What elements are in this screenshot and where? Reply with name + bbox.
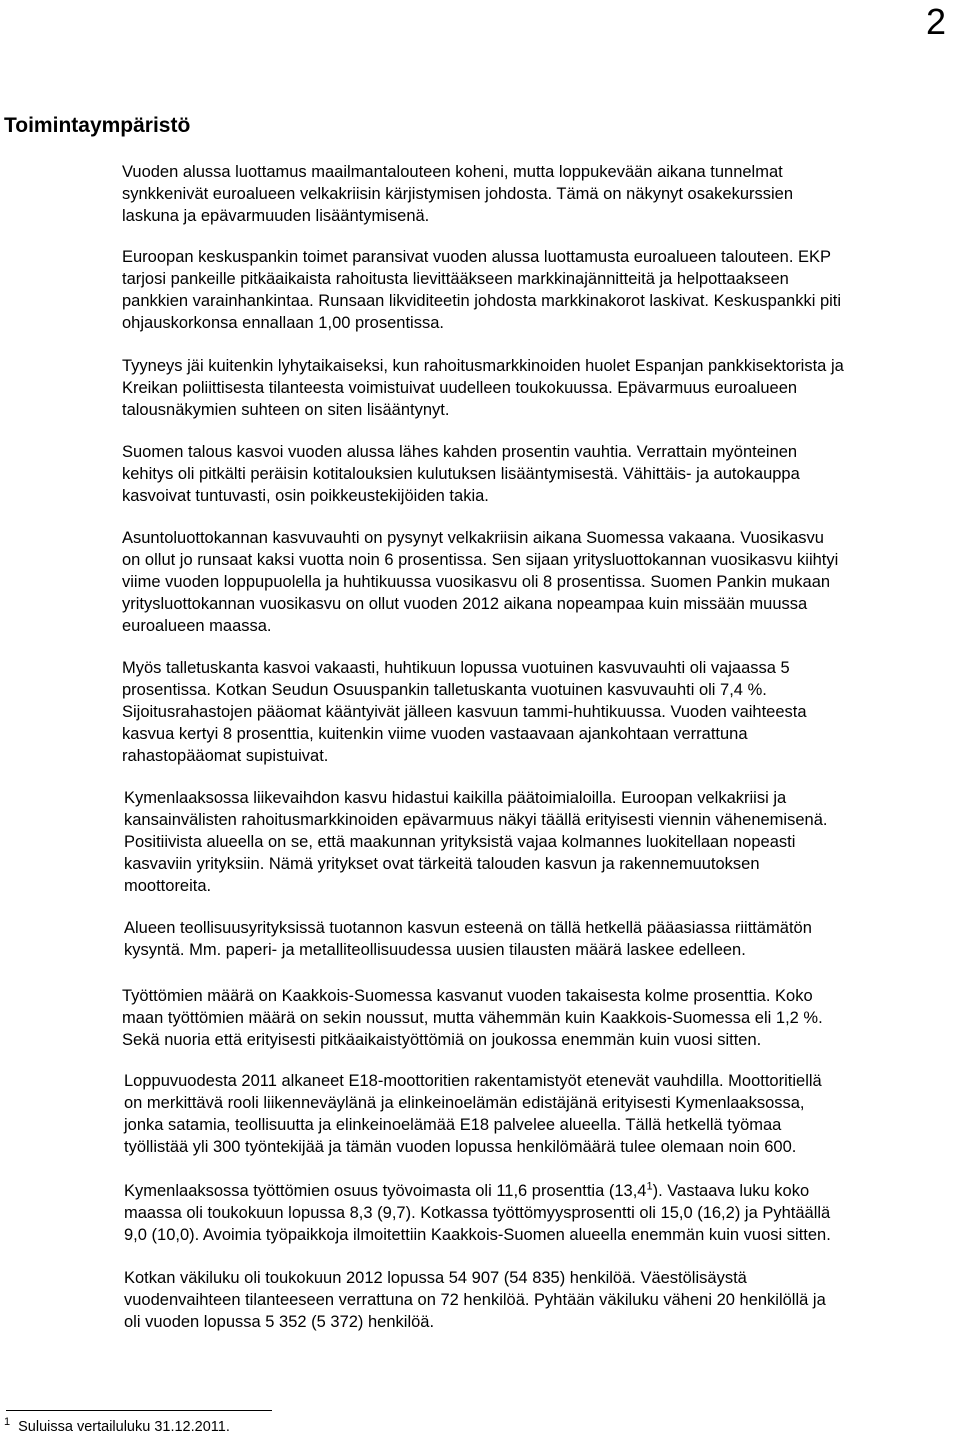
text-line: euroalueen maassa. <box>122 617 272 635</box>
text-line: on merkittävä rooli liikenneväylänä ja elinkeinoelämän edistäjänä erityisesti Kymenlaaksossa, <box>124 1094 805 1112</box>
text-line: rahastopääomat supistuivat. <box>122 747 329 765</box>
text-line: tarjosi pankeille pitkäaikaista rahoitusta lievittääkseen markkinajännitteitä ja helpottaakseen <box>122 270 789 288</box>
text-line: moottoreita. <box>124 877 212 895</box>
text-line: laskuna ja epävarmuuden lisääntymisenä. <box>122 207 430 225</box>
text-line: Kymenlaaksossa liikevaihdon kasvu hidastui kaikilla päätoimialoilla. Euroopan velkakriisi ja <box>124 789 787 807</box>
text-line: Sijoitusrahastojen pääomat kääntyivät jälleen kasvuun tammi-huhtikuussa. Vuoden vaihteesta <box>122 703 807 721</box>
paragraph-economy-outlook <box>122 161 793 227</box>
text-line: Sekä nuoria että erityisesti pitkäaikaistyöttömiä on joukossa enemmän kuin vuosi sitten. <box>122 1031 762 1049</box>
text-line: kasvoivat tuntuvasti, osin poikkeustekijöiden takia. <box>122 487 489 505</box>
text-line: viime vuoden loppupuolella ja huhtikuussa vuosikasvu oli 8 prosentissa. Suomen Pankin mukaan <box>122 573 831 591</box>
paragraph-deposits <box>122 657 807 767</box>
text-line: on ollut jo runsaat kaksi vuotta noin 6 prosentissa. Sen sijaan yritysluottokannan vuosikasvu kiihtyi <box>122 551 839 569</box>
text-line: synkkenivät euroalueen velkakriisin kärjistymisen johdosta. Tämä on näkynyt osakekurssien <box>122 185 794 203</box>
paragraph-industry-demand <box>124 917 812 961</box>
text-line: vuodenvaihteen tilanteeseen verrattuna on 72 henkilöä. Pyhtään väkiluku väheni 20 henkilöllä ja <box>124 1291 826 1309</box>
text-line: prosentissa. Kotkan Seudun Osuuspankin talletuskanta vuotuinen kasvuvauhti oli 7,4 %. <box>122 681 767 699</box>
text-line: Suomen talous kasvoi vuoden alussa lähes kahden prosentin vauhtia. Verrattain myönteinen <box>122 443 798 461</box>
text-line: talousnäkymien suhteen on siten lisääntynyt. <box>122 401 450 419</box>
paragraph-finnish-economy <box>122 441 800 507</box>
paragraph-kymenlaakso-revenue <box>124 787 827 897</box>
footnote-marker: 1 <box>4 1416 11 1429</box>
text-line: maassa oli toukokuun lopussa 8,3 (9,7). Kotkassa työttömyysprosentti oli 15,0 (16,2) ja Pyhtäällä <box>124 1204 831 1222</box>
text-line <box>124 1180 831 1202</box>
page-number: 2 <box>925 1 946 42</box>
text-line: 9,0 (10,0). Avoimia työpaikkoja ilmoitettiin Kaakkois-Suomen alueella enemmän kuin vuosi sitten. <box>124 1226 831 1244</box>
paragraph-population <box>124 1267 826 1333</box>
text-line: työllistää yli 300 työntekijää ja tämän vuoden lopussa henkilömäärä tulee olemaan noin 600. <box>124 1138 797 1156</box>
text-line: Kotkan väkiluku oli toukokuun 2012 lopussa 54 907 (54 835) henkilöä. Väestölisäystä <box>124 1269 747 1287</box>
text-line: Tyyneys jäi kuitenkin lyhytaikaiseksi, kun rahoitusmarkkinoiden huolet Espanjan pankkisektorista ja <box>122 357 844 375</box>
text-line: maan työttömien määrä on sekin noussut, mutta vähemmän kuin Kaakkois-Suomessa eli 1,2 %. <box>122 1009 823 1027</box>
text-line: Alueen teollisuusyrityksissä tuotannon kasvun esteenä on tällä hetkellä pääasiassa riittämätön <box>124 919 812 937</box>
paragraph-unemployment-rates <box>124 1180 831 1246</box>
section-title: Toimintaympäristö <box>4 114 191 137</box>
text-line: Vuoden alussa luottamus maailmantalouteen koheni, mutta loppukevään aikana tunnelmat <box>122 163 783 181</box>
text-line: Työttömien määrä on Kaakkois-Suomessa kasvanut vuoden takaisesta kolme prosenttia. Koko <box>122 987 813 1005</box>
paragraph-ecb-measures <box>122 246 841 334</box>
footnote <box>4 1418 230 1436</box>
text-line: kansainvälisten rahoitusmarkkinoiden epävarmuus näkyi täällä erityisesti viennin vähenemisenä. <box>124 811 828 829</box>
paragraph-market-concerns <box>122 355 844 421</box>
text-line: oli vuoden lopussa 5 352 (5 372) henkilöä. <box>124 1313 435 1331</box>
paragraph-loan-growth <box>122 527 838 637</box>
text-line: ohjauskorkonsa ennallaan 1,00 prosentissa. <box>122 314 444 332</box>
footnote-text: Suluissa vertailuluku 31.12.2011. <box>18 1419 230 1435</box>
text-line: kehitys oli pitkälti peräisin kotitalouksien kulutuksen lisääntymisestä. Vähittäis- ja autokauppa <box>122 465 800 483</box>
paragraph-e18-motorway <box>124 1070 822 1158</box>
text-line: Euroopan keskuspankin toimet paransivat vuoden alussa luottamusta euroalueen talouteen. EKP <box>122 248 832 266</box>
text-fragment: Kymenlaaksossa työttömien osuus työvoimasta oli 11,6 prosenttia (13,4 <box>124 1182 647 1200</box>
footnote-separator <box>6 1410 272 1411</box>
text-line: Kreikan poliittisesta tilanteesta voimistuivat uudelleen toukokuussa. Epävarmuus euroalueen <box>122 379 798 397</box>
text-line: pankkien varainhankintaa. Runsaan likviditeetin johdosta markkinakorot laskivat. Keskuspankki piti <box>122 292 842 310</box>
text-line: Loppuvuodesta 2011 alkaneet E18-moottoritien rakentamistyöt etenevät vauhdilla. Moottoritiellä <box>124 1072 822 1090</box>
text-line: kysyntä. Mm. paperi- ja metalliteollisuudessa uusien tilausten määrä laskee edelleen. <box>124 941 746 959</box>
paragraph-unemployment <box>122 985 823 1051</box>
text-line: yritysluottokannan vuosikasvu on ollut vuoden 2012 aikana nopeampaa kuin missään muussa <box>122 595 808 613</box>
text-line: jonka satamia, teollisuutta ja elinkeinoelämää E18 palvelee alueella. Tällä hetkellä työmaa <box>124 1116 782 1134</box>
text-line: Positiivista alueella on se, että maakunnan yrityksistä vajaa kolmannes luokitellaan nopeasti <box>124 833 796 851</box>
footnote-reference: 1 <box>646 1180 653 1193</box>
text-fragment: ). Vastaava luku koko <box>652 1182 810 1200</box>
text-line: kasvua kertyi 8 prosenttia, kuitenkin viime vuoden vastaavaan ajankohtaan verrattuna <box>122 725 748 743</box>
text-line: kasvaviin yrityksiin. Nämä yritykset ovat tärkeitä talouden kasvun ja rakennemuutoksen <box>124 855 760 873</box>
text-line: Asuntoluottokannan kasvuvauhti on pysynyt velkakriisin aikana Suomessa vakaana. Vuosikasvu <box>122 529 824 547</box>
text-line: Myös talletuskanta kasvoi vakaasti, huhtikuun lopussa vuotuinen kasvuvauhti oli vajaassa 5 <box>122 659 790 677</box>
